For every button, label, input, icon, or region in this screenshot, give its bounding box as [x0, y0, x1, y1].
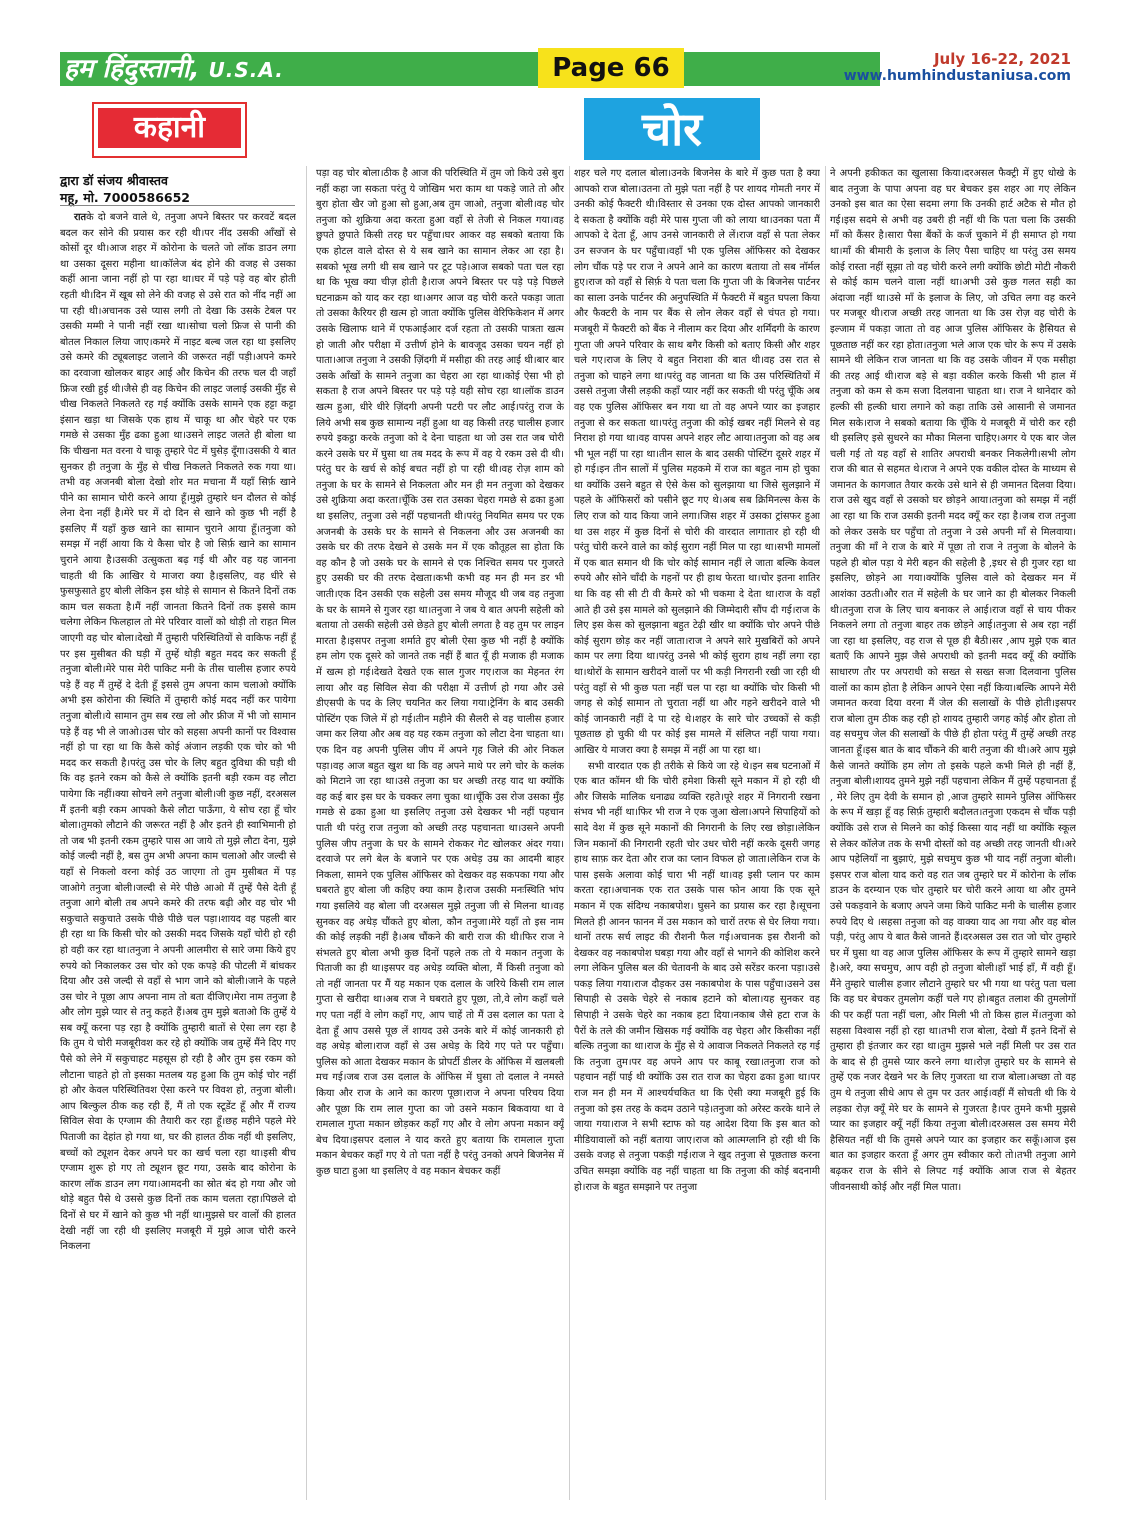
article-column-4: [830, 166, 1076, 1506]
page-header: [0, 0, 1135, 92]
author-byline: [60, 172, 295, 206]
column-divider: [306, 166, 307, 1500]
lead-word: रात: [74, 212, 87, 223]
website-link[interactable]: www.humhindustaniusa.com: [843, 68, 1071, 84]
issue-date: July 16-22, 2021: [933, 50, 1071, 68]
article-paragraph: शहर चले गए दलाल बोला।उनके बिजनेस के बारे में कुछ पता है क्या आपको राज बोला।उतना तो मुझे पता नहीं है पर शायद गोमती नगर में उनकी कोई फैक्टरी थी।विस्तार से उनका एक दोस्त आपको जानकारी दे सकता है क्योंकि वही मेरे पास गुप्ता जी को लाया था।उनका पता मैं आपको दे देता हूँ, आप उनसे जानकारी ले लें।राज वहाँ से पता लेकर उन सज्जन के घर पहुँचा।वहाँ भी एक पुलिस ऑफिसर को देखकर लोग चौंक पड़े पर राज ने अपने आने का कारण बताया तो सब नॉर्मल हुए।राज को वहाँ से सिर्फ़ ये पता चला कि गुप्ता जी के बिजनेस पार्टनर का साला उनके पार्टनर की अनुपस्थिति में फैक्टरी में बहुत घपला किया और फैक्टरी के नाम पर बैंक से लोन लेकर वहाँ से चंपत हो गया।मजबूरी में फैक्टरी को बैंक ने नीलाम कर दिया और शर्मिंदगी के कारण गुप्ता जी अपने परिवार के साथ बगैर किसी को बताए किसी और शहर चले गए।राज के लिए ये बहुत निराशा की बात थी।वह उस रात से तनुजा को चाहने लगा था।परंतु वह जानता था कि उस परिस्थितियों में उससे तनुजा जैसी लड़की कहाँ प्यार नहीं कर सकती थी परंतु चूँकि अब वह एक पुलिस ऑफिसर बन गया था तो वह अपने प्यार का इजहार तनुजा से कर सकता था।परंतु तनुजा की कोई खबर नहीं मिलने से वह निराश हो गया था।वह वापस अपने शहर लौट आया।तनुजा को वह अब भी भूल नहीं पा रहा था।तीन साल के बाद उसकी पोस्टिंग दूसरे शहर में हो गई।इन तीन सालों में पुलिस महकमे में राज का बहुत नाम हो चुका था क्योंकि उसने बहुत से ऐसे केस को सुलझाया था जिसे सुलझाने में पहले के ऑफिसरों को पसीने छूट गए थे।अब सब क्रिमिनल्स केस के लिए राज को याद किया जाने लगा।जिस शहर में उसका ट्रांसफर हुआ था उस शहर में कुछ दिनों से चोरी की वारदात लागातार हो रही थी परंतु चोरी करने वाले का कोई सुराग नहीं मिल पा रहा था।सभी मामलों में एक बात समान थी कि चोर कोई सामान नहीं ले जाता बल्कि केवल रुपये और सोने चाँदी के गहनों पर ही हाथ फेरता था।चोर इतना शातिर था कि वह सी सी टी वी कैमरे को भी चकमा दे देता था।राज के वहाँ आते ही उसे इस मामले को सुलझाने की जिम्मेदारी सौंप दी गई।राज के लिए इस केस को सुलझाना बहुत टेढ़ी खीर था क्योंकि चोर अपने पीछे कोई सुराग छोड़ कर नहीं जाता।राज ने अपने सारे मुखबिरों को अपने काम पर लगा दिया था।परंतु उनसे भी कोई सुराग हाथ नहीं लगा रहा था।थोरों के सामान खरीदने वालों पर भी कड़ी निगरानी रखी जा रही थी परंतु वहाँ से भी कुछ पता नहीं चल पा रहा था क्योंकि चोर किसी भी जगह से कोई सामान तो चुराता नहीं था और गहने खरीदने वाले भी कोई जानकारी नहीं दे पा रहे थे।शहर के सारे चोर उच्चकों से कड़ी पूछताछ हो चुकी थी पर कोई इस मामले में संलिप्त नहीं पाया गया।आखिर ये माजरा क्या है समझ में नहीं आ पा रहा था।: [574, 168, 820, 756]
section-label: कहानी: [98, 108, 241, 148]
byline-divider: [60, 205, 295, 206]
author-name: द्वारा डॉ संजय श्रीवास्तव: [60, 173, 168, 188]
masthead-title: हम हिंदुस्तानी,: [64, 54, 200, 84]
paragraph-text: के दो बजने वाले थे, तनुजा अपने बिस्तर पर करवटें बदल बदल कर सोने की प्रयास कर रही थी।पर नींद उसकी आँखों से कोसों दूर थी।आज शहर में कोरोना के चलते जो लॉक डाउन लगा था उसका दूसरा महीना था।कॉलेज बंद होने की वजह से उसका कहीं आना जाना नहीं हो पा रहा था।घर में पड़े पड़े वह बोर होती रहती थी।दिन में खूब सो लेने की वजह से उसे रात को नींद नहीं आ पा रही थी।अचानक उसे प्यास लगी तो देखा कि उसके टेबल पर उसकी मम्मी ने पानी नहीं रखा था।सोचा चलो फ्रिज से पानी की बोतल निकाल लिया जाए।कमरे में नाइट बल्ब जल रहा था इसलिए उसे कमरे की ट्यूबलाइट जलाने की जरूरत नहीं पड़ी।अपने कमरे का दरवाजा खोलकर बाहर आई और किचेन की तरफ चल दी जहाँ फ्रिज रखी हुई थी।जैसे ही वह किचेन की लाइट जलाई उसकी मुँह से चीख निकलते निकलते रह गई क्योंकि उसके सामने एक हट्टा कट्टा इंसान खड़ा था जिसके एक हाथ में चाकू था और चेहरे पर एक गमछे से उसका मुँह ढका हुआ था।उसने लाइट जलते ही बोला था कि चीखना मत वरना ये चाकू तुम्हारे पेट में घुसेड़ दूँगा।उसकी ये बात सुनकर ही तनुजा के मुँह से चीख निकलते निकलते रुक गया था।तभी वह अजनबी बोला देखो शोर मत मचाना मैं यहाँ सिर्फ़ खाने पीने का सामान चोरी करने आया हूँ।मुझे तुम्हारे धन दौलत से कोई लेना देना नहीं है।मेरे घर में दो दिन से खाने को कुछ भी नहीं है इसलिए मैं यहाँ कुछ खाने का सामान चुराने आया हूँ।तनुजा को समझ में नहीं आया कि ये कैसा चोर है जो सिर्फ़ खाने का सामान चुराने आया है।उसकी उत्सुकता बढ़ गई थी और वह यह जानना चाहती थी कि आखिर ये माजरा क्या है।इसलिए, वह धीरे से फुसफुसाते हुए बोली लेकिन इस थोड़े से सामान से कितने दिनों तक काम चल सकता है।मैं नहीं जानता कितने दिनों तक इससे काम चलेगा लेकिन फिलहाल तो मेरे परिवार वालों को थोड़ी तो राहत मिल जाएगी वह चोर बोला।देखो मैं तुम्हारी परिस्थितियों से वाकिफ नहीं हूँ पर इस मुसीबत की घड़ी में तुम्हें थोड़ी बहुत मदद कर सकती हूँ तनुजा बोली।मेरे पास मेरी पाकिट मनी के तीस चालीस हजार रुपये पड़े हैं वह मैं तुम्हें दे देती हूँ इससे तुम अपना काम चलाओ क्योंकि अभी इस कोरोना की स्थिति में तुम्हारी कोई मदद नहीं कर पायेगा तनुजा बोली।ये सामान तुम सब रख लो और फ्रीज में भी जो सामान पड़े हैं वह भी ले जाओ।उस चोर को सहसा अपनी कानों पर विश्वास नहीं हो पा रहा था कि कैसे कोई अंजान लड़की एक चोर को भी मदद कर सकती है।परंतु उस चोर के लिए बहुत दुविधा की घड़ी थी कि वह इतने रकम को कैसे ले क्योंकि इतनी बड़ी रकम वह लौटा पायेगा कि नहीं।क्या सोचने लगे तनुजा बोली।जी कुछ नहीं, दरअसल मैं इतनी बड़ी रकम आपको कैसे लौटा पाऊँगा, ये सोच रहा हूँ चोर बोला।तुमको लौटाने की जरूरत नहीं है और इतने ही स्वाभिमानी हो तो जब भी इतनी रकम तुम्हारे पास आ जाये तो मुझे लौटा देना, मुझे कोई जल्दी नहीं है, बस तुम अभी अपना काम चलाओ और जल्दी से यहाँ से निकलो वरना कोई उठ जाएगा तो तुम मुसीबत में पड़ जाओगे तनुजा बोली।जल्दी से मेरे पीछे आओ मैं तुम्हें पैसे देती हूँ तनुजा आगे बोली तब अपने कमरे की तरफ बढ़ी और वह चोर भी सकुचाते सकुचाते उसके पीछे पीछे चल पड़ा।शायद वह पहली बार ही रहा था कि किसी चोर को उसकी मदद जिसके यहाँ चोरी हो रही हो वही कर रहा था।तनुजा ने अपनी आलमीरा से सारे जमा किये हुए रुपये को निकालकर उस चोर को एक कपड़े की पोटली में बांधकर दिया और उसे जल्दी से वहाँ से भाग जाने को बोली।जाने के पहले उस चोर ने पूछा आप अपना नाम तो बता दीजिए।मेरा नाम तनुजा है और लोग मुझे प्यार से तनु कहते हैं।अब तुम मुझे बताओ कि तुम्हें ये सब क्यूँ करना पड़ रहा है क्योंकि तुम्हारी बातों से ऐसा लग रहा है कि तुम ये चोरी मजबूरीवश कर रहे हो क्योंकि जब तुम्हें मैंने दिए गए पैसे को लेने में सकुचाहट महसूस हो रही है और तुम इस रकम को लौटाना चाहते हो तो इसका मतलब यह हुआ कि तुम कोई चोर नहीं हो और केवल परिस्थितिवश ऐसा करने पर विवश हो, तनुजा बोली।आप बिल्कुल ठीक कह रही हैं, मैं तो एक स्टूडेंट हूँ और मैं राज्य सिविल सेवा के एग्जाम की तैयारी कर रहा हूँ।छह महीने पहले मेरे पिताजी का देहांत हो गया था, घर की हालत ठीक नहीं थी इसलिए, बच्चों को ट्यूशन देकर अपने घर का खर्च चला रहा था।इसी बीच एग्जाम शुरू हो गए तो ट्यूशन छूट गया, उसके बाद कोरोना के कारण लॉक डाउन लग गया।आमदनी का स्रोत बंद हो गया और जो थोड़े बहुत पैसे थे उससे कुछ दिनों तक काम चलता रहा।पिछले दो दिनों से घर में खाने को कुछ भी नहीं था।मुझसे घर वालों की हालत देखी नहीं जा रही थी इसलिए मजबूरी में मुझे आज चोरी करने निकलना: [60, 212, 296, 1253]
column-divider: [569, 166, 570, 1500]
section-label-box: [92, 102, 247, 158]
author-contact: महू, मो. 7000586652: [60, 190, 191, 205]
article-column-2: [316, 166, 564, 1506]
story-title: चोर: [584, 98, 760, 160]
masthead: [60, 52, 284, 86]
article-paragraph: पड़ा वह चोर बोला।ठीक है आज की परिस्थिति में तुम जो किये उसे बुरा नहीं कहा जा सकता परंतु ये जोखिम भरा काम था पकड़े जाते तो और बुरा होता खैर जो हुआ सो हुआ,अब तुम जाओ, तनुजा बोली।वह चोर तनुजा को शुक्रिया अदा करता हुआ वहाँ से तेजी से निकल गया।वह छुपते छुपाते किसी तरह घर पहुँचा।घर आकर वह सबको बताया कि एक होटल वाले दोस्त से ये सब खाने का सामान लेकर आ रहा है।सबको भूख लगी थी सब खाने पर टूट पड़े।आज सबको पता चल रहा था कि भूख क्या चीज़ होती है।राज अपने बिस्तर पर पड़े पड़े पिछले घटनाक्रम को याद कर रहा था।अगर आज वह चोरी करते पकड़ा जाता तो उसका कैरियर ही खत्म हो जाता क्योंकि पुलिस वेरिफिकेशन में अगर उसके खिलाफ थाने में एफआईआर दर्ज रहता तो उसकी पात्रता खत्म हो जाती और परीक्षा में उत्तीर्ण होने के बावजूद उसका चयन नहीं हो पाता।आज तनुजा ने उसकी ज़िंदगी में मसीहा की तरह आई थी।बार बार उसके आँखों के सामने तनुजा का चेहरा आ रहा था।कोई ऐसा भी हो सकता है राज अपने बिस्तर पर पड़े पड़े यही सोच रहा था।लॉक डाउन खत्म हुआ, धीरे धीरे ज़िंदगी अपनी पटरी पर लौट आई।परंतु राज के लिये अभी सब कुछ सामान्य नहीं हुआ था वह किसी तरह चालीस हजार रुपये इकट्ठा करके तनुजा को दे देना चाहता था जो उस रात जब चोरी करने उसके घर में घुसा था तब मदद के रूप में वह ये रकम उसे दी थी।परंतु घर के खर्च से कोई बचत नहीं हो पा रही थी।वह रोज़ शाम को तनुजा के घर के सामने से निकलता और मन ही मन तनुजा को देखकर उसे शुक्रिया अदा करता।चूँकि उस रात उसका चेहरा गमछे से ढका हुआ था इसलिए, तनुजा उसे नहीं पहचानती थी।परंतु नियमित समय पर एक अजनबी के उसके घर के सामने से निकलना और उस अजनबी का उसके घर की तरफ देखने से उसके मन में एक कौतूहल सा होता कि वह कौन है जो उसके घर के सामने से एक निश्चित समय पर गुजरते हुए उसकी घर की तरफ देखता।कभी कभी वह मन ही मन डर भी जाती।एक दिन उसकी एक सहेली उस समय मौजूद थी जब वह तनुजा के घर के सामने से गुजर रहा था।तनुजा ने जब ये बात अपनी सहेली को बताया तो उसकी सहेली उसे छेड़ते हुए बोली लगता है वह तुम पर लाइन मारता है।इसपर तनुजा शर्माते हुए बोली ऐसा कुछ भी नहीं है क्योंकि हम लोग एक दूसरे को जानते तक नहीं हैं बात यूँ ही मजाक ही मजाक में खत्म हो गई।देखते देखते एक साल गुजर गए।राज का मेहनत रंग लाया और वह सिविल सेवा की परीक्षा में उत्तीर्ण हो गया और उसे डीएसपी के पद के लिए चयनित कर लिया गया।ट्रेनिंग के बाद उसकी पोस्टिंग एक जिले में हो गई।तीन महीने की सैलरी से वह चालीस हजार जमा कर लिया और अब वह यह रकम तनुजा को लौटा देना चाहता था।एक दिन वह अपनी पुलिस जीप में अपने गृह जिले की ओर निकल पड़ा।वह आज बहुत खुश था कि वह अपने माथे पर लगे चोर के कलंक को मिटाने जा रहा था।उसे तनुजा का घर अच्छी तरह याद था क्योंकि वह कई बार इस घर के चक्कर लगा चुका था।चूँकि उस रोज उसका मुँह गमछे से ढका हुआ था इसलिए तनुजा उसे देखकर भी नहीं पहचान पाती थी परंतु राज तनुजा को अच्छी तरह पहचानता था।उसने अपनी पुलिस जीप तनुजा के घर के सामने रोककर गेट खोलकर अंदर गया।दरवाजे पर लगे बेल के बजाने पर एक अधेड़ उम्र का आदमी बाहर निकला, सामने एक पुलिस ऑफिसर को देखकर वह सकपका गया और घबराते हुए बोला जी कहिए क्या काम है।राज उसकी मनःस्थिति भांप गया इसलिये वह बोला जी दरअसल मुझे तनुजा जी से मिलना था।वह सुनकर वह अधेड़ चौंकते हुए बोला, कौन तनुजा।मेरे यहाँ तो इस नाम की कोई लड़की नहीं है।अब चौंकने की बारी राज की थी।फिर राज ने संभलते हुए बोला अभी कुछ दिनों पहले तक तो ये मकान तनुजा के पिताजी का ही था।इसपर वह अधेड़ व्यक्ति बोला, मैं किसी तनुजा को तो नहीं जानता पर मैं यह मकान एक दलाल के जरिये किसी राम लाल गुप्ता से खरीदा था।अब राज ने घबराते हुए पूछा, तो,वे लोग कहाँ चले गए पता नहीं वे लोग कहाँ गए, आप चाहें तो मैं उस दलाल का पता दे देता हूँ आप उससे पूछ लें शायद उसे उनके बारे में कोई जानकारी हो वह अधेड़ बोला।राज वहाँ से उस अधेड़ के दिये गए पते पर पहुँचा।पुलिस को आता देखकर मकान के प्रोपर्टी डीलर के ऑफिस में खलबली मच गई।जब राज उस दलाल के ऑफिस में घुसा तो दलाल ने नमस्ते किया और राज के आने का कारण पूछा।राज ने अपना परिचय दिया और पूछा कि राम लाल गुप्ता का जो उसने मकान बिकवाया था वे रामलाल गुप्ता मकान छोड़कर कहाँ गए और वे लोग अपना मकान क्यूँ बेच दिया।इसपर दलाल ने याद करते हुए बताया कि रामलाल गुप्ता मकान बेचकर कहाँ गए ये तो पता नहीं है परंतु उनको अपने बिजनेस में कुछ घाटा हुआ था इसलिए वे वह मकान बेचकर कहीं: [316, 168, 564, 1177]
masthead-usa: U.S.A.: [208, 58, 284, 82]
article-paragraph: [60, 210, 296, 1255]
article-paragraph: सभी वारदात एक ही तरीके से किये जा रहे थे।इन सब घटनाओं में एक बात कॉमन थी कि चोरी हमेशा किसी सूने मकान में हो रही थी और जिसके मालिक धनाढ्य व्यक्ति रहते।पूरे शहर में निगरानी रखना संभव भी नहीं था।फिर भी राज ने एक जुआ खेला।अपने सिपाहियों को सादे वेश में कुछ सूने मकानों की निगरानी के लिए रख छोड़ा।लेकिन जिन मकानों की निगरानी रहती चोर उधर चोरी नहीं करके दूसरी जगह हाथ साफ़ कर देता और राज का प्लान विफल हो जाता।लेकिन राज के पास इसके अलावा कोई चारा भी नहीं था।वह इसी प्लान पर काम करता रहा।अचानक एक रात उसके पास फोन आया कि एक सूने मकान में एक संदिग्ध नकाबपोश। घुसने का प्रयास कर रहा है।सूचना मिलते ही आनन फानन में उस मकान को चारों तरफ से घेर लिया गया।थानों तरफ सर्च लाइट की रौशनी फैल गई।अचानक इस रौशनी को देखकर वह नकाबपोश घबड़ा गया और वहाँ से भागने की कोशिश करने लगा लेकिन पुलिस बल की चेतावनी के बाद उसे सरेंडर करना पड़ा।उसे पकड़ लिया गया।राज दौड़कर उस नकाबपोश के पास पहुँचा।उसने उस सिपाही से उसके चेहरे से नकाब हटाने को बोला।यह सुनकर वह सिपाही ने उसके चेहरे का नकाब हटा दिया।नकाब जैसे हटा राज के पैरों के तले की जमीन खिसक गई क्योंकि वह चेहरा और किसीका नहीं बल्कि तनुजा का था।राज के मुँह से ये आवाज निकलते निकलते रह गई कि तनुजा तुम।पर वह अपने आप पर काबू रखा।तनुजा राज को पहचान नहीं पाई थी क्योंकि उस रात राज का चेहरा ढका हुआ था।पर राज मन ही मन में आश्चर्यचकित था कि ऐसी क्या मजबूरी हुई कि तनुजा को इस तरह के कदम उठाने पड़े।तनुजा को अरेस्ट करके थाने ले जाया गया।राज ने सभी स्टाफ को यह आदेश दिया कि इस बात को मीडियावालों को नहीं बताया जाए।राज को आत्मग्लानि हो रही थी कि उसके वजह से तनुजा पकड़ी गई।राज ने खुद तनुजा से पूछताछ करना उचित समझा क्योंकि वह नहीं चाहता था कि तनुजा की कोई बदनामी हो।राज के बहुत समझाने पर तनुजा: [574, 760, 820, 1193]
article-paragraph: ने अपनी हकीकत का खुलासा किया।दरअसल फैक्ट्री में हुए धोखे के बाद तनुजा के पापा अपना वह घर बेचकर इस शहर आ गए लेकिन उनको इस बात का ऐसा सदमा लगा कि उनकी हार्ट अटैक से मौत हो गई।इस सदमे से अभी वह उबरी ही नहीं थी कि पता चला कि उसकी माँ को कैंसर है।सारा पैसा बैंकों के कर्ज चुकाने में ही समाप्त हो गया था।माँ की बीमारी के इलाज के लिए पैसा चाहिए था परंतु उस समय कोई रास्ता नहीं सूझा तो वह चोरी करने लगी क्योंकि छोटी मोटी नौकरी से कोई काम चलने वाला नहीं था।अभी उसे कुछ गलत सही का अंदाजा नहीं था।उसे माँ के इलाज के लिए, जो उचित लगा वह करने पर मजबूर थी।राज अच्छी तरह जानता था कि उस रोज़ वह चोरी के इल्जाम में पकड़ा जाता तो वह आज पुलिस ऑफिसर के हैसियत से पूछताछ नहीं कर रहा होता।तनुजा भले आज एक चोर के रूप में उसके सामने थी लेकिन राज जानता था कि वह उसके जीवन में एक मसीहा की तरह आई थी।राज बड़े से बड़ा वकील करके किसी भी हाल में तनुजा को कम से कम सजा दिलवाना चाहता था। राज ने थानेदार को हल्की सी हल्की धारा लगाने को कहा ताकि उसे आसानी से जमानत मिल सके।राज ने सबको बताया कि चूँकि ये मजबूरी में चोरी कर रही थी इसलिए इसे सुधरने का मौका मिलना चाहिए।अगर ये एक बार जेल चली गई तो यह वहाँ से शातिर अपराधी बनकर निकलेगी।सभी लोग राज की बात से सहमत थे।राज ने अपने एक वकील दोस्त के माध्यम से जमानत के कागजात तैयार करके उसे थाने से ही जमानत दिलवा दिया।राज उसे खुद वहाँ से उसको घर छोड़ने आया।तनुजा को समझ में नहीं आ रहा था कि राज उसकी इतनी मदद क्यूँ कर रहा है।जब राज तनुजा को लेकर उसके घर पहुँचा तो तनुजा ने उसे अपनी माँ से मिलवाया।तनुजा की माँ ने राज के बारे में पूछा तो राज ने तनुजा के बोलने के पहले ही बोल पड़ा ये मेरी बहन की सहेली है ,इधर से ही गुजर रहा था इसलिए, छोड़ने आ गया।क्योंकि पुलिस वाले को देखकर मन में आशंका उठती।और रात में सहेली के घर जाने का ही बोलकर निकली थी।तनुजा राज के लिए चाय बनाकर ले आई।राज वहाँ से चाय पीकर निकलने लगा तो तनुजा बाहर तक छोड़ने आई।तनुजा से अब रहा नहीं जा रहा था इसलिए, वह राज से पूछ ही बैठी।सर ,आप मुझे एक बात बताएँ कि आपने मुझ जैसे अपराधी को इतनी मदद क्यूँ की क्योंकि साधारण तौर पर अपराधी को सख्त से सख्त सजा दिलवाना पुलिस वालों का काम होता है लेकिन आपने ऐसा नहीं किया।बल्कि आपने मेरी जमानत करवा दिया वरना मैं जेल की सलाखों के पीछे होती।इसपर राज बोला तुम ठीक कह रही हो शायद तुम्हारी जगह कोई और होता तो वह सचमुच जेल की सलाखों के पीछे ही होता परंतु मैं तुम्हें अच्छी तरह जानता हूँ।इस बात के बाद चौंकने की बारी तनुजा की थी।अरे आप मुझे कैसे जानते क्योंकि हम लोग तो इसके पहले कभी मिले ही नहीं हैं, तनुजा बोली।शायद तुमने मुझे नहीं पहचाना लेकिन मैं तुम्हें पहचानता हूँ , मेरे लिए तुम देवी के समान हो ,आज तुम्हारे सामने पुलिस ऑफिसर के रूप में खड़ा हूँ वह सिर्फ़ तुम्हारी बदौलत।तनुजा एकदम से चौंक पड़ी क्योंकि उसे राज से मिलने का कोई किस्सा याद नहीं था क्योंकि स्कूल से लेकर कॉलेज तक के सभी दोस्तों को वह अच्छी तरह जानती थी।अरे आप पहेलियाँ ना बुझाएं, मुझे सचमुच कुछ भी याद नहीं तनुजा बोली।इसपर राज बोला याद करो वह रात जब तुम्हारे घर में कोरोना के लॉक डाउन के दरम्यान एक चोर तुम्हारे घर चोरी करने आया था और तुमने उसे पकड़वाने के बजाए अपने जमा किये पाकिट मनी के चालीस हजार रुपये दिए थे ।सहसा तनुजा को वह वाक्या याद आ गया और वह बोल पड़ी, परंतु आप ये बात कैसे जानते हैं।दरअसल उस रात जो चोर तुम्हारे घर में घुसा था वह आज पुलिस ऑफिसर के रूप में तुम्हारे सामने खड़ा है।अरे, क्या सचमुच, आप वही हो तनुजा बोली।हाँ भाई हाँ, मैं वही हूँ।मैंने तुम्हारे चालीस हजार लौटाने तुम्हारे घर भी गया था परंतु पता चला कि वह घर बेचकर तुमलोग कहीं चले गए हो।बहुत तलाश की तुमलोगों की पर कहीं पता नहीं चला, और मिली भी तो किस हाल में।तनुजा को सहसा विश्वास नहीं हो रहा था।तभी राज बोला, देखो मैं इतने दिनों से तुम्हारा ही इंतजार कर रहा था।तुम मुझसे भले नहीं मिली पर उस रात के बाद से ही तुमसे प्यार करने लगा था।रोज़ तुम्हारे घर के सामने से तुम्हें एक नजर देखने भर के लिए गुजरता था राज बोला।अच्छा तो वह तुम थे तनुजा सीधे आप से तुम पर उतर आई।वहीं मैं सोचती थी कि ये लड़का रोज़ क्यूँ मेरे घर के सामने से गुजरता है।पर तुमने कभी मुझसे प्यार का इजहार क्यूँ नहीं किया तनुजा बोली।दरअसल उस समय मेरी हैसियत नहीं थी कि तुमसे अपने प्यार का इजहार कर सकूँ।आज इस बात का इजहार करता हूँ अगर तुम स्वीकार करो तो।तभी तनुजा आगे बढ़कर राज के सीने से लिपट गई क्योंकि आज राज से बेहतर जीवनसाथी कोई और नहीं मिल पाता।: [830, 168, 1076, 1193]
article-column-3: [574, 166, 820, 1506]
article-column-1: [60, 210, 296, 1510]
page-number: Page 66: [538, 48, 684, 88]
column-divider: [825, 166, 826, 1500]
